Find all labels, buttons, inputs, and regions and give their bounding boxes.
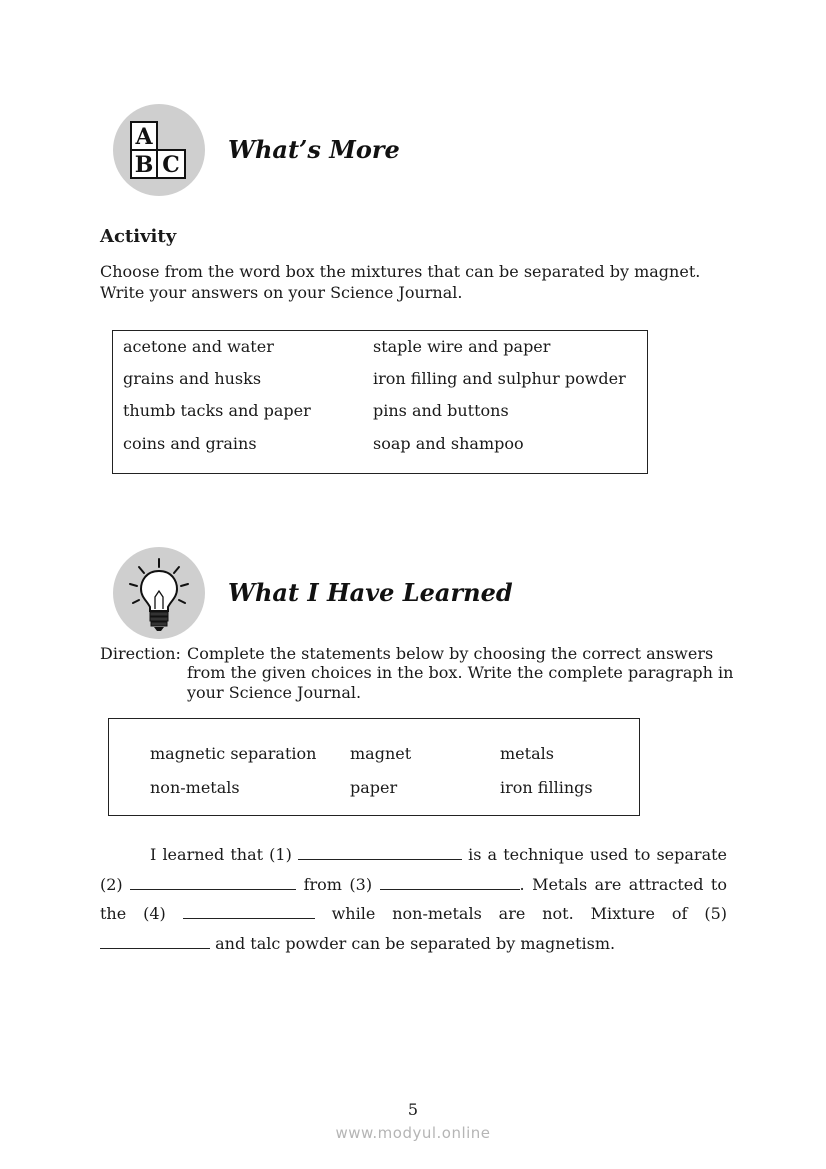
page-number: 5 [407, 1100, 419, 1119]
abc-blocks-icon [113, 104, 205, 196]
choice-item: metals [500, 744, 554, 763]
abc-blocks-icon-graphic [113, 104, 205, 196]
direction-label: Direction: [100, 644, 181, 663]
word-box-item: iron filling and sulphur powder [373, 369, 626, 388]
paragraph-text: and talc powder can be separated by magnetism. [215, 933, 616, 953]
what-i-have-learned-title: What I Have Learned [228, 578, 513, 607]
activity-instruction-line-1: Choose from the word box the mixtures that can be separated by magnet. [100, 262, 701, 281]
word-box-item: thumb tacks and paper [123, 401, 311, 420]
block-letter-b: B [134, 152, 154, 178]
answer-blank-5[interactable] [100, 933, 210, 949]
activity-instruction-line-2: Write your answers on your Science Journal. [100, 283, 463, 302]
lightbulb-icon [113, 547, 205, 639]
choices-box [108, 718, 640, 816]
choice-item: non-metals [150, 778, 240, 797]
choice-item: magnetic separation [150, 744, 317, 763]
answer-blank-1[interactable] [298, 844, 462, 860]
choice-item: paper [350, 778, 398, 797]
activity-heading: Activity [100, 226, 177, 247]
answer-blank-3[interactable] [380, 874, 520, 890]
answer-blank-4[interactable] [183, 903, 315, 919]
lightbulb-icon-graphic [113, 547, 205, 639]
word-box-item: acetone and water [123, 337, 274, 356]
choice-item: iron fillings [500, 778, 593, 797]
block-letter-c: C [162, 152, 180, 178]
fill-in-paragraph [100, 840, 727, 958]
paragraph-text: is a technique used to separate (2) [100, 845, 728, 894]
activity-word-box [112, 330, 648, 474]
word-box-item: coins and grains [123, 434, 257, 453]
paragraph-text: . Metals are attracted to the (4) [100, 874, 727, 923]
word-box-item: soap and shampoo [373, 434, 524, 453]
answer-blank-2[interactable] [130, 874, 296, 890]
choice-item: magnet [350, 744, 412, 763]
watermark: www.modyul.online [335, 1124, 491, 1142]
word-box-item: staple wire and paper [373, 337, 551, 356]
word-box-item: grains and husks [123, 369, 262, 388]
word-box-item: pins and buttons [373, 401, 509, 420]
direction-line-2: from the given choices in the box. Write the complete paragraph in [187, 663, 734, 682]
direction-line-1: Complete the statements below by choosing the correct answers [187, 644, 714, 663]
paragraph-text: I learned that (1) [150, 845, 292, 864]
block-letter-a: A [135, 124, 153, 150]
paragraph-text: while non-metals are not. Mixture of (5) [331, 904, 727, 923]
paragraph-text: from (3) [303, 874, 373, 894]
whats-more-title: What’s More [228, 135, 400, 164]
direction-line-3: your Science Journal. [187, 683, 362, 702]
